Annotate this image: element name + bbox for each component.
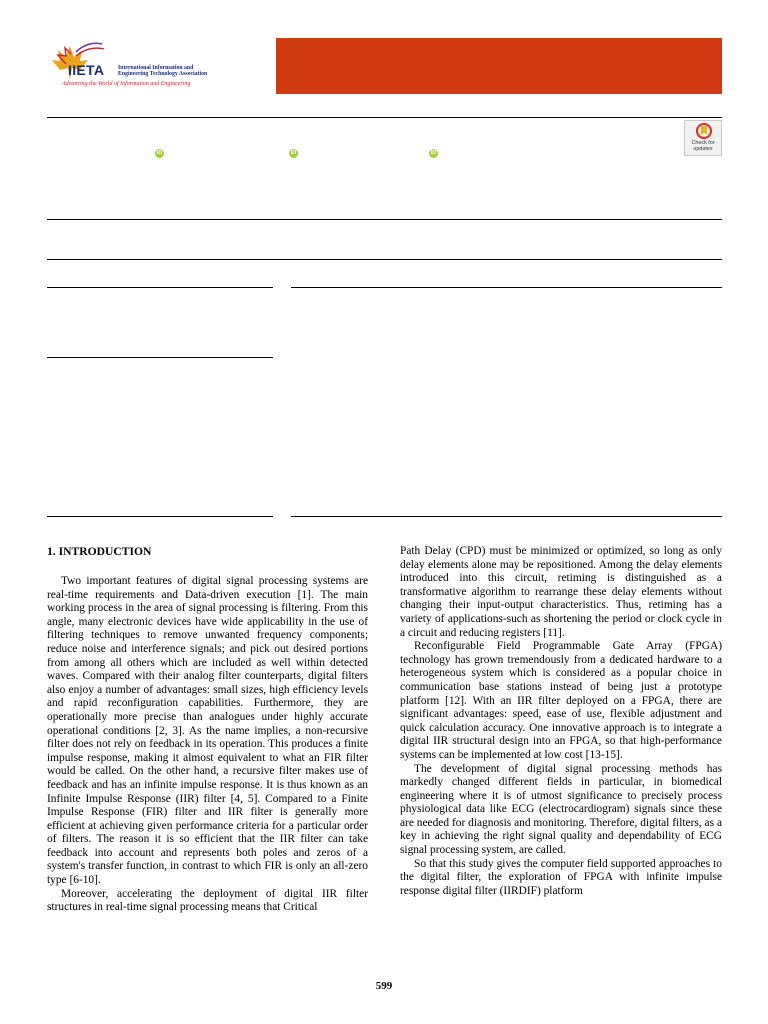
abstract-top-rule [291,287,722,288]
paragraph: So that this study gives the computer field supported approaches to the digital filter, the exploration of FPGA with infinite impulse response digital filter (IIRDIF) platform [400,857,722,897]
right-column [400,545,722,898]
left-box-rule [47,357,273,358]
divider-rule [47,219,722,220]
bookmark-icon [685,121,723,141]
left-box-rule [47,287,273,288]
abstract-bottom-rule [291,516,722,517]
left-column [47,575,368,915]
journal-banner [276,38,722,94]
logo-org-line-1: International Information and [118,65,194,71]
logo-wordmark: IIETA [68,62,105,78]
orcid-icon[interactable]: iD [290,150,297,156]
page-number: 599 [375,980,393,992]
paragraph: Path Delay (CPD) must be minimized or optimized, so long as only delay elements alone may be repositioned. Among the delay elements introduced into this circuit, retiming is distinguished as a transformative algorithm to rearrange these delay elements without changing their input-output characteristics. Thus, retiming has a variety of applications-such as shortening the period or clock cycle in a circuit and reducing registers [11]. [400,545,722,639]
paragraph: Reconfigurable Field Programmable Gate Array (FPGA) technology has grown tremendously from a dedicated hardware to a heterogeneous system which is considered as a popular choice in communication base stations instead of being just a prototype platform [12]. With an IIR filter deployed on a FPGA, there are significant advantages: speed, ease of use, flexible adjustment and quick calculation accuracy. One innovative approach is to integrate a digital IIR structural design into an FPGA, so that high-performance systems can be implemented at low cost [13-15]. [400,640,722,761]
section-heading: 1. INTRODUCTION [47,545,152,558]
logo-slogan: Advancing the World of Information and Engineering [62,81,191,87]
orcid-icon[interactable]: iD [156,150,163,156]
header-rule [47,117,722,118]
paragraph: Moreover, accelerating the deployment of digital IIR filter structures in real-time signal processing means that Critical [47,887,368,914]
logo-organization-name [118,65,248,78]
check-for-updates-label: Check for updates [691,140,715,152]
left-box-rule [47,516,273,517]
paragraph: Two important features of digital signal processing systems are real-time requirements and Data-driven execution [1]. The main working process in the area of signal processing is filtering. From this angle, many electronic devices have wide applicability in the use of filtering techniques to remove unwanted frequency components; reduce noise and interference signals; and pick out desired portions from among all others which are included as well within detected waves. Compared with their analog filter counterparts, digital filters also enjoy a number of advantages: small sizes, high efficiency levels and rapid reconfiguration capabilities. Furthermore, they are operationally more precise than analogues under highly accurate operational conditions [2, 3]. As the name implies, a non-recursive filter does not rely on feedback in its operation. This produces a finite impulse response, making it almost equivalent to what an FIR filter would be called. On the other hand, a recursive filter makes use of feedback and has an infinite impulse response. It is thus known as an Infinite Impulse Response (IIR) filter [4, 5]. Compared to a Finite Impulse Response (FIR) filter and IIR filter is generally more efficient at achieving given performance criteria for a particular order of filters. The reason it is so efficient that the IIR filter can take feedback into account and represents both poles and zeros of a system's transfer function, in contrast to which FIR is only an all-zero type [6-10]. [47,575,368,887]
divider-rule [47,259,722,260]
paragraph: The development of digital signal processing methods has markedly changed different fields in particular, in biomedical engineering where it is of utmost significance to precisely process physiological data like ECG (electrocardiogram) signals since these are needed for diagnosis and monitoring. Therefore, digital filters, as a key in achieving the right signal quality and dependability of ECG signal processing system, are called. [400,762,722,857]
orcid-icon[interactable]: iD [430,150,437,156]
logo-org-line-2: Engineering Technology Association [118,71,208,78]
